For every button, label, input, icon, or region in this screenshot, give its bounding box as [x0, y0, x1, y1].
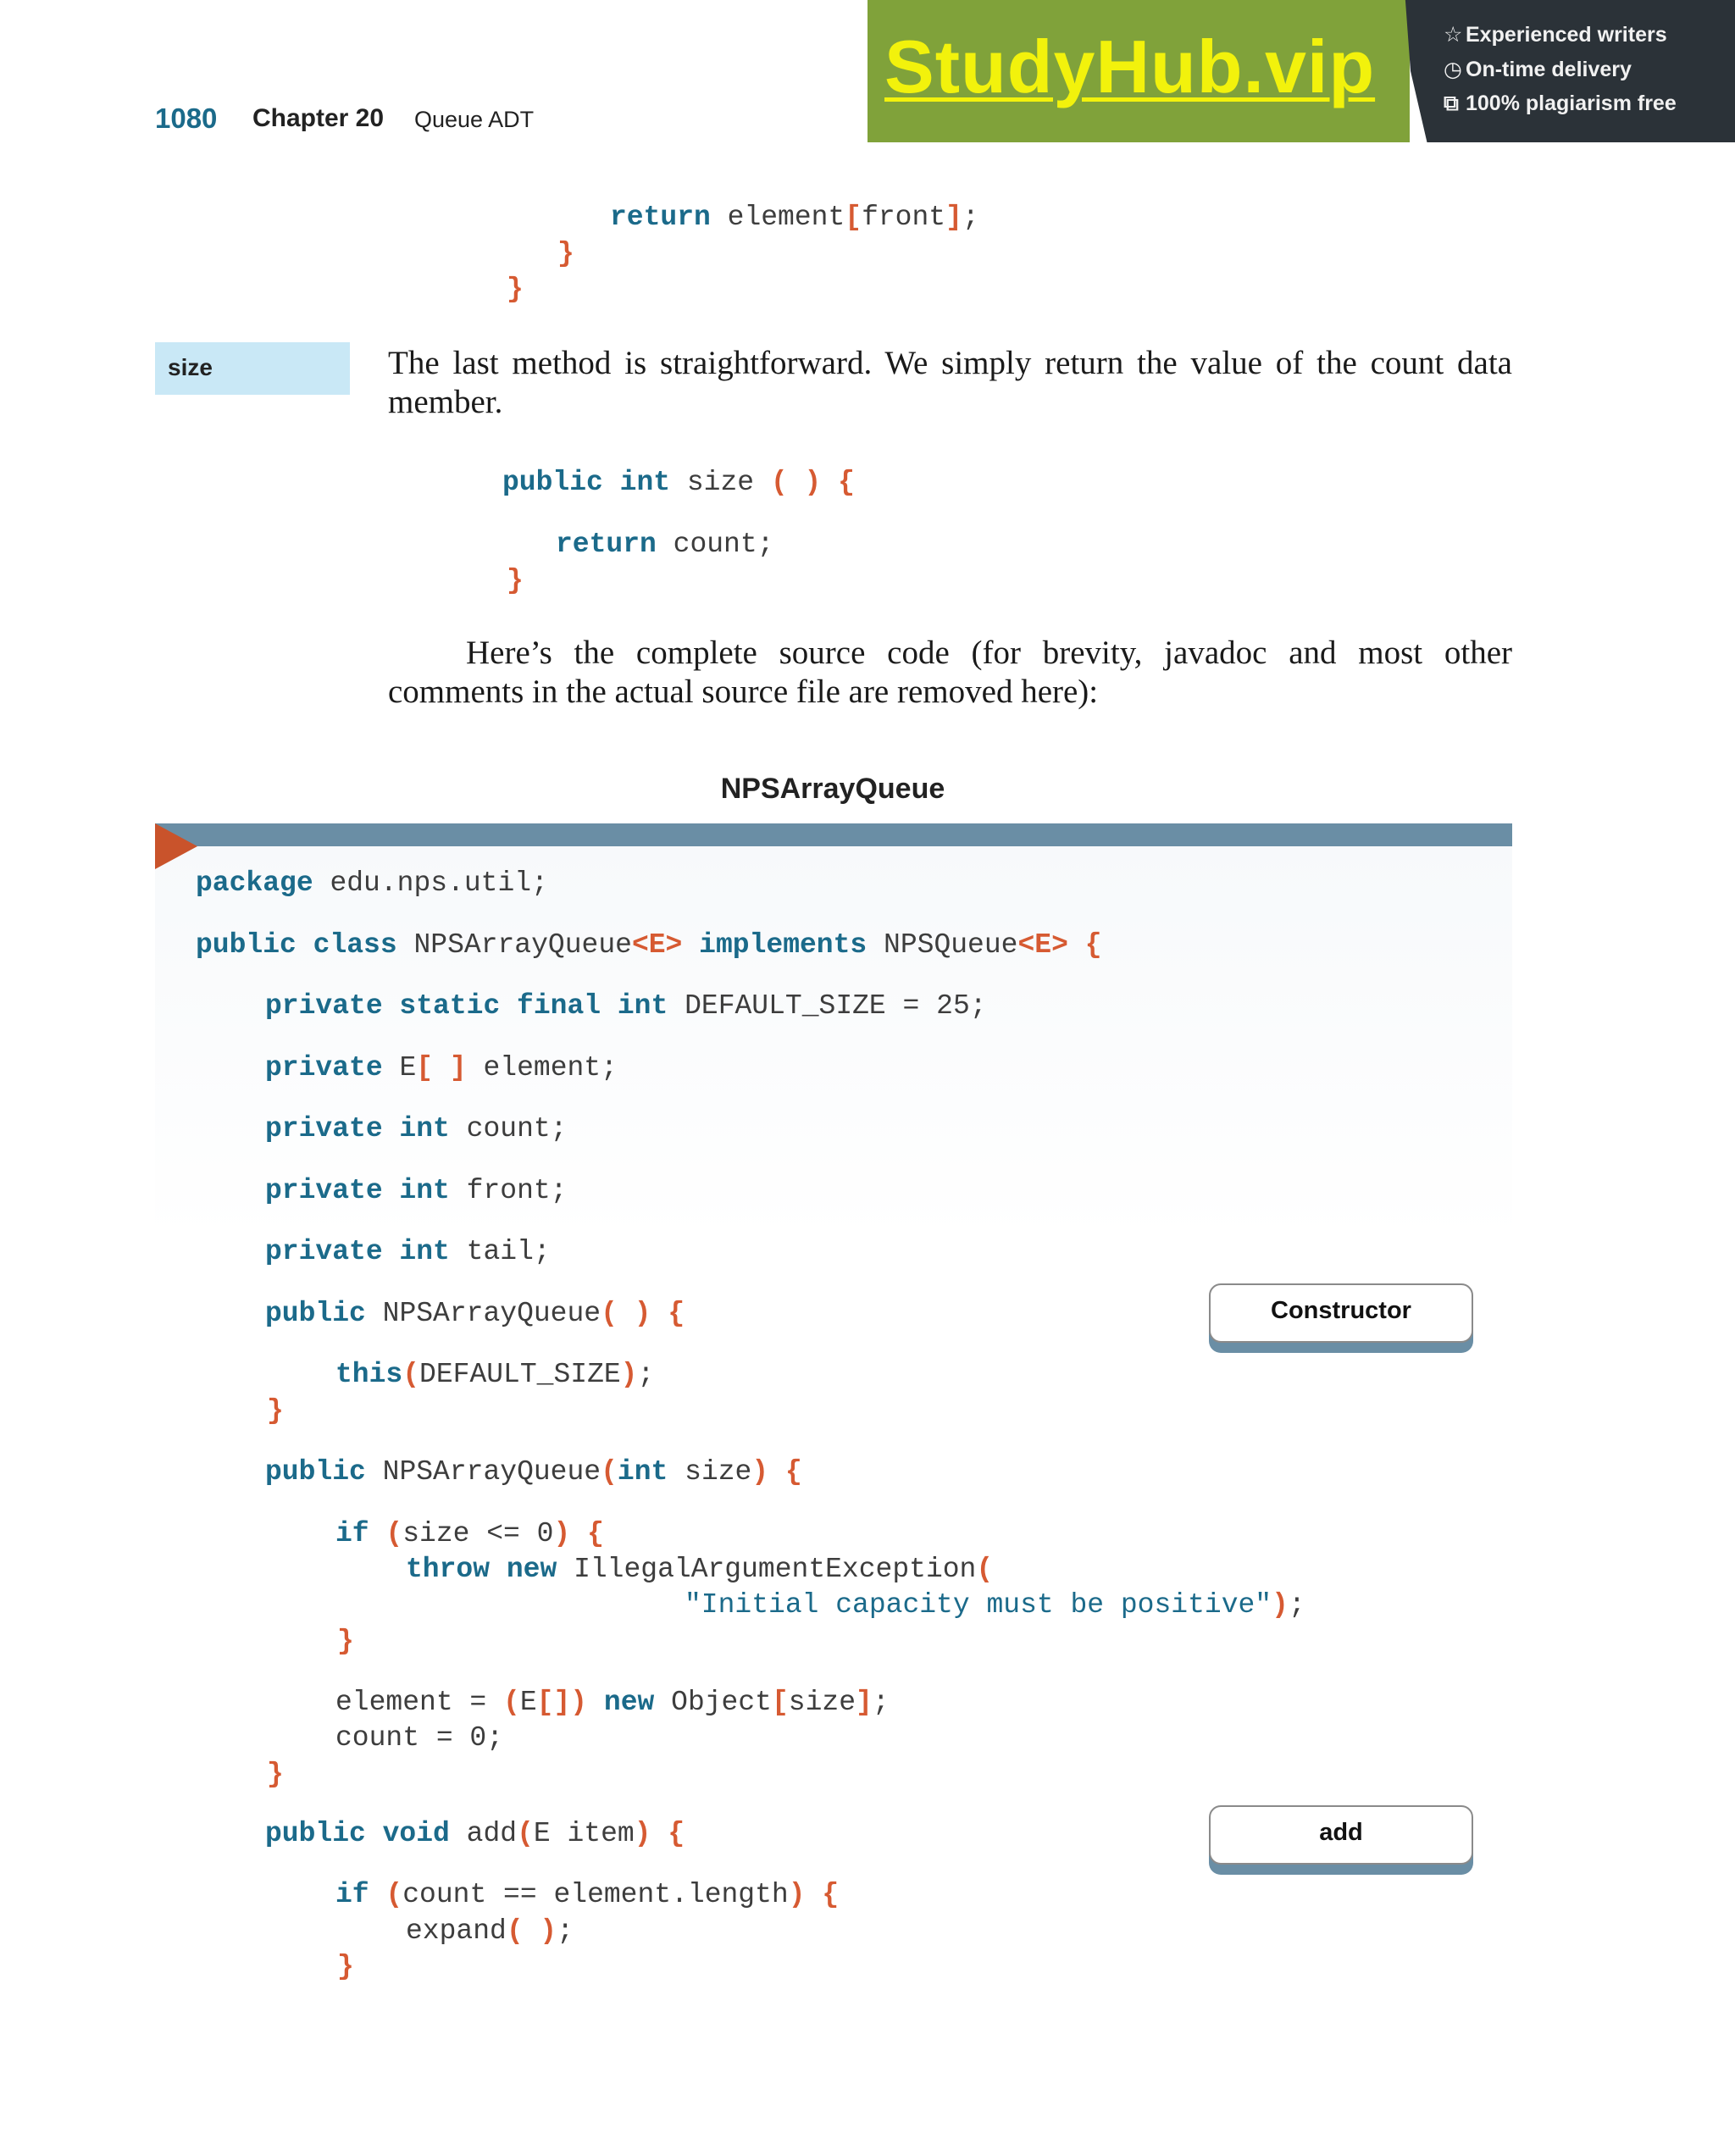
copy-icon: ⧉: [1444, 91, 1459, 115]
code-brace: }: [337, 1626, 354, 1657]
code-line: throw new IllegalArgumentException(: [406, 1554, 994, 1585]
clock-icon: ◷: [1444, 58, 1462, 81]
listing-background: [155, 846, 1512, 2156]
listing-title: NPSArrayQueue: [720, 773, 945, 805]
code-line: if (size <= 0) {: [335, 1518, 604, 1549]
code-brace: }: [507, 274, 524, 305]
banner-feature: [1444, 22, 1732, 47]
advert-banner[interactable]: [868, 0, 1735, 142]
listing-bar: [155, 823, 1512, 846]
code-line: private static final int DEFAULT_SIZE = 25;: [265, 990, 987, 1022]
callout-constructor: [1209, 1283, 1473, 1353]
page-number: 1080: [155, 103, 218, 134]
code-brace: }: [267, 1759, 284, 1790]
code-line: return element[front];: [610, 202, 979, 233]
code-line: public NPSArrayQueue(int size) {: [265, 1456, 802, 1488]
chapter-label: Chapter 20: [252, 104, 385, 132]
code-line: return count;: [556, 529, 774, 560]
code-line: private int count;: [265, 1113, 568, 1145]
code-line: count = 0;: [335, 1722, 504, 1754]
code-line: private int front;: [265, 1175, 568, 1206]
code-line: if (count == element.length) {: [335, 1879, 840, 1910]
banner-feature: [1444, 57, 1732, 82]
code-brace: }: [557, 238, 574, 269]
listing-arrow-icon: [155, 823, 197, 869]
banner-feature-text: On-time delivery: [1466, 58, 1632, 81]
banner-logo[interactable]: StudyHub.vip: [884, 25, 1376, 108]
code-line: expand( );: [406, 1915, 574, 1947]
code-line: public class NPSArrayQueue<E> implements NPSQueue<E> {: [196, 929, 1102, 961]
banner-feature-text: Experienced writers: [1466, 23, 1667, 47]
margin-label-size: size: [155, 342, 350, 395]
code-line: private E[ ] element;: [265, 1052, 618, 1084]
banner-feature: [1444, 91, 1732, 116]
code-line: element = (E[]) new Object[size];: [335, 1687, 890, 1718]
callout-label: add: [1319, 1819, 1363, 1846]
callout-add: [1209, 1805, 1473, 1875]
code-line: package edu.nps.util;: [196, 867, 548, 899]
code-line: this(DEFAULT_SIZE);: [335, 1359, 655, 1390]
code-brace: }: [267, 1395, 284, 1427]
code-brace: }: [507, 565, 524, 596]
code-line: public int size ( ) {: [502, 467, 855, 498]
code-line: public void add(E item) {: [265, 1818, 685, 1849]
code-line: private int tail;: [265, 1236, 551, 1267]
chapter-title: Queue ADT: [414, 107, 535, 132]
paragraph-source-intro: Here’s the complete source code (for brevity, javadoc and most other comments in the actual source file are removed here):: [388, 635, 1512, 710]
star-icon: ☆: [1444, 23, 1463, 47]
banner-feature-text: 100% plagiarism free: [1466, 91, 1677, 115]
callout-label: Constructor: [1271, 1297, 1411, 1324]
code-brace: }: [337, 1951, 354, 1982]
code-line: public NPSArrayQueue( ) {: [265, 1298, 685, 1329]
paragraph-size-intro: The last method is straightforward. We simply return the value of the count data member.: [388, 345, 1512, 420]
code-line: "Initial capacity must be positive");: [685, 1589, 1305, 1621]
